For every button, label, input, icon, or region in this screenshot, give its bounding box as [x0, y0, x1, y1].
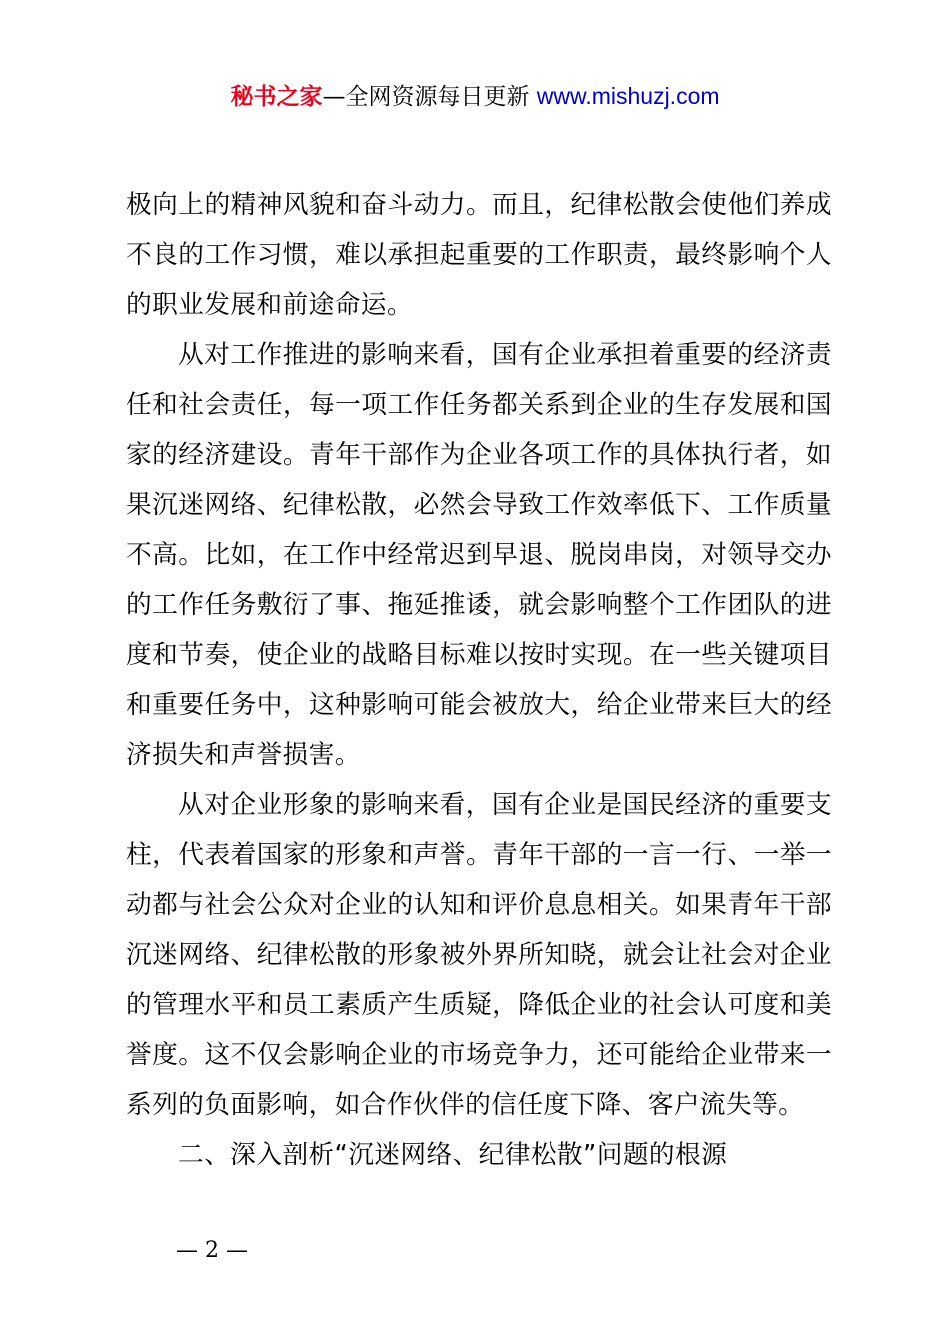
site-url-link[interactable]: www.mishuzj.com	[536, 83, 720, 109]
body-paragraph-continued: 极向上的精神风貌和奋斗动力。而且，纪律松散会使他们养成不良的工作习惯，难以承担起重要的工作职责，最终影响个人的职业发展和前途命运。	[126, 190, 832, 320]
site-header	[0, 80, 950, 113]
document-body	[126, 180, 832, 1180]
site-brand: 秘书之家	[230, 84, 323, 110]
body-paragraph-work-impact: 从对工作推进的影响来看，国有企业承担着重要的经济责任和社会责任，每一项工作任务都关系到企业的生存发展和国家的经济建设。青年干部作为企业各项工作的具体执行者，如果沉迷网络、纪律松散，必然会导致工作效率低下、工作质量不高。比如，在工作中经常迟到早退、脱岗串岗，对领导交办的工作任务敷衍了事、拖延推诿，就会影响整个工作团队的进度和节奏，使企业的战略目标难以按时实现。在一些关键项目和重要任务中，这种影响可能会被放大，给企业带来巨大的经济损失和声誉损害。	[126, 340, 832, 770]
site-tagline: —全网资源每日更新	[322, 84, 530, 110]
section-heading: 二、深入剖析“沉迷网络、纪律松散”问题的根源	[178, 1140, 728, 1170]
body-paragraph-image-impact: 从对企业形象的影响来看，国有企业是国民经济的重要支柱，代表着国家的形象和声誉。青年干部的一言一行、一举一动都与社会公众对企业的认知和评价息息相关。如果青年干部沉迷网络、纪律松散的形象被外界所知晓，就会让社会对企业的管理水平和员工素质产生质疑，降低企业的社会认可度和美誉度。这不仅会影响企业的市场竞争力，还可能给企业带来一系列的负面影响，如合作伙伴的信任度下降、客户流失等。	[126, 790, 832, 1120]
page-number: — 2 —	[176, 1238, 248, 1263]
